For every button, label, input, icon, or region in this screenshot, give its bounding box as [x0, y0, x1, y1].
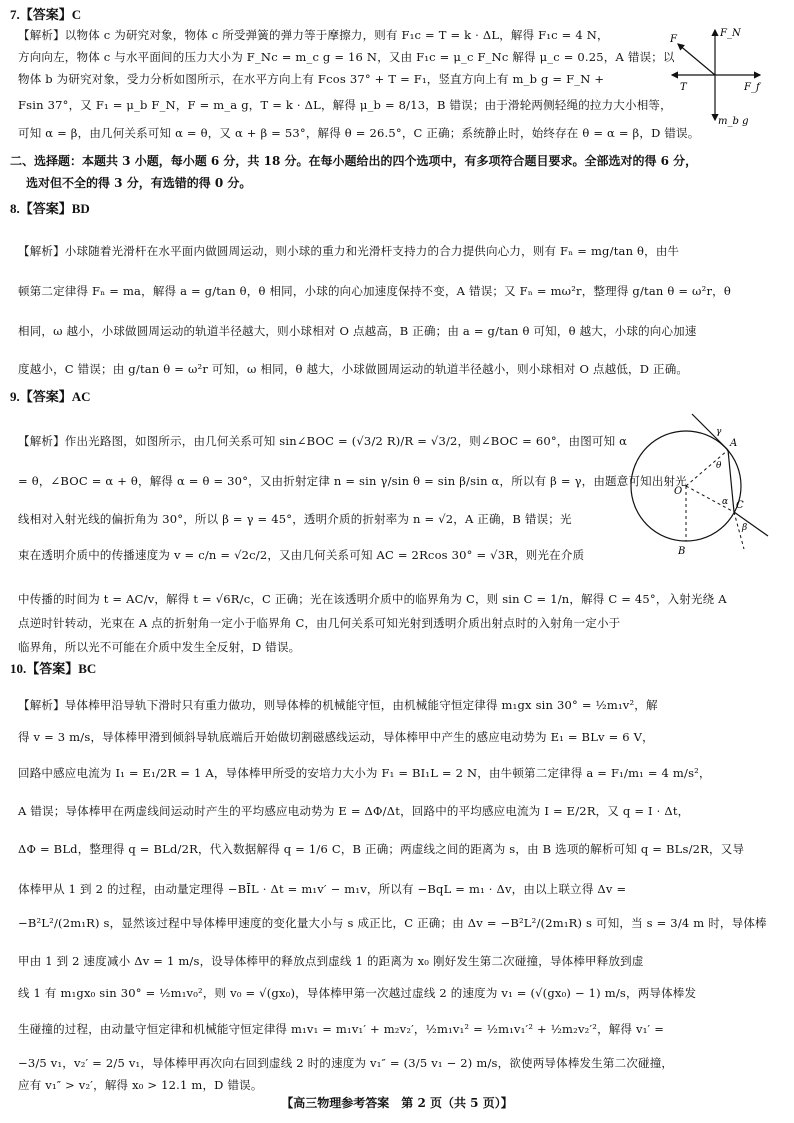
- q9-line-7: 临界角，所以光不可能在介质中发生全反射，D 错误。: [18, 640, 301, 654]
- t-label: T: [680, 82, 687, 93]
- q9-line-2: = θ，∠BOC = α + θ，解得 α = θ = 30°，又由折射定律 n = sin γ/sin θ = sin β/sin α，所以有 β = γ，由题意可知出射光: [18, 474, 687, 488]
- q9-line-1: 【解析】作出光路图，如图所示，由几何关系可知 sin∠BOC = (√3/2 R)/R = √3/2，则∠BOC = 60°，由图可知 α: [18, 434, 628, 448]
- q9-line-5: 中传播的时间为 t = AC/v，解得 t = √6R/c，C 正确；光在该透明介质中的临界角为 C，则 sin C = 1/n，解得 C = 45°，入射光绕 A: [18, 592, 727, 606]
- q9-answer: 【答案】AC: [19, 389, 91, 404]
- q10-line-8: 甲由 1 到 2 速度减小 Δv = 1 m/s，设导体棒甲的释放点到虚线 1 的距离为 x₀ 刚好发生第二次碰撞，导体棒甲释放到虚: [18, 954, 644, 968]
- q8-answer: 【答案】BD: [19, 201, 90, 216]
- q10-line-11: −3/5 v₁，v₂′ = 2/5 v₁，导体棒甲再次向右回到虚线 2 时的速度为 v₁″ = (3/5 v₁ − 2) m/s，欲使两导体棒发生第二次碰撞，: [18, 1056, 674, 1070]
- q10-line-12: 应有 v₁″ > v₂′，解得 x₀ > 12.1 m，D 错误。: [18, 1078, 263, 1092]
- q7-line-5: 可知 α = β，由几何关系可知 α = θ，又 α + β = 53°，解得 θ = 26.5°，C 正确；系统静止时，始终存在 θ = α = β，D 错误。: [18, 126, 700, 140]
- q9-heading: [10, 388, 91, 405]
- q8-line-3: 相同，ω 越小，小球做圆周运动的轨道半径越大，则小球相对 O 点越高，B 正确；由 a = g/tan θ 可知，θ 越大，小球的向心加速: [18, 324, 697, 338]
- q8-line-2: 顿第二定律得 Fₙ = ma，解得 a = g/tan θ，θ 相同，小球的向心加速度保持不变，A 错误；又 Fₙ = mω²r，整理得 g/tan θ = ω²r，θ: [18, 284, 731, 298]
- page-footer: 【高三物理参考答案 第 2 页（共 5 页）】: [281, 1096, 513, 1110]
- section2-line-2: 选对但不全的得 3 分，有选错的得 0 分。: [26, 176, 252, 190]
- ff-label: F_f: [744, 82, 760, 93]
- theta-label: θ: [716, 461, 722, 471]
- q7-heading: [10, 6, 81, 23]
- gamma-label: γ: [716, 427, 722, 437]
- exit-ray: [734, 512, 768, 536]
- q10-line-6: 体棒甲从 1 到 2 的过程，由动量定理得 −BĪL · Δt = m₁v′ − m₁v，所以有 −BqL = m₁ · Δv，由以上联立得 Δv =: [18, 882, 627, 896]
- q10-line-10: 生碰撞的过程，由动量守恒定律和机械能守恒定律得 m₁v₁ = m₁v₁′ + m₂v₂′，½m₁v₁² = ½m₁v₁′² + ½m₂v₂′²，解得 v₁′ =: [18, 1022, 665, 1036]
- q10-number: 10.: [10, 661, 27, 676]
- q8-heading: [10, 200, 90, 217]
- mg-label: m_b g: [718, 116, 749, 127]
- q7-line-2: 方向向左，物体 c 与水平面间的压力大小为 F_Nc = m_c g = 16 N，又由 F₁c = μ_c F_Nc 解得 μ_c = 0.25，A 错误；以: [18, 50, 675, 64]
- q10-line-4: A 错误；导体棒甲在两虚线间运动时产生的平均感应电动势为 E = ΔΦ/Δt，回路中的平均感应电流为 I = E/2R，又 q = I · Δt，: [18, 804, 690, 818]
- q10-heading: [10, 660, 96, 677]
- q8-number: 8.: [10, 201, 20, 216]
- f-arrow: [678, 44, 715, 75]
- point-a-label: A: [730, 438, 738, 449]
- q10-answer: 【答案】BC: [26, 661, 97, 676]
- q10-line-9: 线 1 有 m₁gx₀ sin 30° = ½m₁v₀²，则 v₀ = √(gx₀)，导体棒甲第一次越过虚线 2 的速度为 v₁ = (√(gx₀) − 1) m/s，两导体棒发: [18, 986, 697, 1000]
- q7-answer: 【答案】C: [19, 7, 82, 22]
- refracted-ray: [728, 450, 734, 512]
- q9-line-6: 点逆时针转动，光束在 A 点的折射角一定小于临界角 C，由几何关系可知光射到透明介质出射点时的入射角一定小于: [18, 616, 621, 630]
- q7-number: 7.: [10, 7, 20, 22]
- f-label: F: [670, 34, 677, 45]
- q9-number: 9.: [10, 389, 20, 404]
- q7-line-4: Fsin 37°，又 F₁ = μ_b F_N，F = m_a g，T = k · ΔL，解得 μ_b = 8/13，B 错误；由于滑轮两侧轻绳的拉力大小相等，: [18, 98, 672, 112]
- point-c-label: C: [736, 500, 744, 511]
- q10-line-5: ΔΦ = BLd，整理得 q = BLd/2R，代入数据解得 q = 1/6 C，B 正确；两虚线之间的距离为 s，由 B 选项的解析可知 q = BLs/2R，又导: [18, 842, 745, 856]
- fn-label: F_N: [720, 28, 741, 39]
- q9-line-4: 束在透明介质中的传播速度为 v = c/n = √2c/2，又由几何关系可知 AC = 2Rcos 30° = √3R，则光在介质: [18, 548, 585, 562]
- oa-line: [686, 450, 728, 486]
- beta-label: β: [742, 523, 748, 533]
- q9-line-3: 线相对入射光线的偏折角为 30°，所以 β = γ = 45°，透明介质的折射率为 n = √2，A 正确，B 错误；光: [18, 512, 572, 526]
- q10-line-3: 回路中感应电流为 I₁ = E₁/2R = 1 A，导体棒甲所受的安培力大小为 F₁ = BI₁L = 2 N，由牛顿第二定律得 a = F₁/m₁ = 4 m/s²，: [18, 766, 711, 780]
- section2-line-1: 二、选择题：本题共 3 小题，每小题 6 分，共 18 分。在每小题给出的四个选项中，有多项符合题目要求。全部选对的得 6 分，: [10, 154, 698, 168]
- q7-force-diagram: [660, 20, 770, 130]
- q8-line-4: 度越小，C 错误；由 g/tan θ = ω²r 可知，ω 相同，θ 越大，小球做圆周运动的轨道半径越小，则小球相对 O 点越低，D 正确。: [18, 362, 689, 376]
- q7-line-3: 物体 b 为研究对象，受力分析如图所示，在水平方向上有 Fcos 37° + T = F₁，竖直方向上有 m_b g = F_N +: [18, 72, 605, 86]
- q8-line-1: 【解析】小球随着光滑杆在水平面内做圆周运动，则小球的重力和光滑杆支持力的合力提供向心力，则有 Fₙ = mg/tan θ，由牛: [18, 244, 680, 258]
- alpha-label: α: [722, 497, 729, 507]
- q9-optics-diagram: [626, 404, 776, 554]
- point-o-label: O: [674, 486, 683, 497]
- point-b-label: B: [678, 546, 686, 554]
- q10-line-7: −B²L²/(2m₁R) s，显然该过程中导体棒甲速度的变化量大小与 s 成正比，C 正确；由 Δv = −B²L²/(2m₁R) s 可知，当 s = 3/4 m 时，导体棒: [18, 916, 767, 930]
- q10-line-1: 【解析】导体棒甲沿导轨下滑时只有重力做功，则导体棒的机械能守恒，由机械能守恒定律得 m₁gx sin 30° = ½m₁v²，解: [18, 698, 658, 712]
- q7-line-1: 【解析】以物体 c 为研究对象，物体 c 所受弹簧的弹力等于摩擦力，则有 F₁c = T = k · ΔL，解得 F₁c = 4 N，: [18, 28, 609, 42]
- q10-line-2: 得 v = 3 m/s，导体棒甲滑到倾斜导轨底端后开始做切割磁感线运动，导体棒甲中产生的感应电动势为 E₁ = BLv = 6 V，: [18, 730, 654, 744]
